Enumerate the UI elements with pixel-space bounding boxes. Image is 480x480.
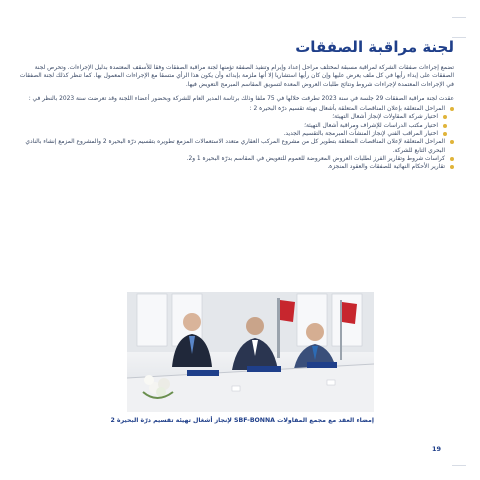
- bullet-icon: [443, 115, 447, 119]
- bullet-icon: [450, 140, 454, 144]
- meetings-paragraph: عقدت لجنة مراقبة الصفقات 29 جلسة في سنة 2023 تطرقت خلالها في 75 ملفا وذلك برئاسة المدير العام للشركة وبحضور أعضاء اللجنة وقد تعرضت سنة 2023 بالنظر في :: [28, 95, 454, 102]
- intro-paragraph: تضمع إجراءات صفقات الشركة لمراقبة مسبقة لمختلف مراحل إعداد وإبرام وتنفيذ الصفقة تؤمنها لجنة مراقبة الصفقات وفقا للأسقف المعتمدة بدليل الإجراءات. وتحرص لجنة الصفقات على إبداء رأيها في كل ملف يعرض عليها وإن كان رأيها استشاريا إلا أنها ملزمة بإبدائه وأن يكون هذا الرأي متسقا مع الإجراءات المعمول بها. كما تنظر كذلك لجنة الصفقات في الإجراءات المعتمدة لإجراءات شروط ونتائج طلبات العروض المعدة لتسويق المقاسم المبرمج التعويض فيها.: [19, 65, 454, 88]
- bullet-icon: [450, 107, 454, 111]
- bottom-right-rule: [452, 465, 466, 466]
- top-right-rule-1: [452, 17, 466, 18]
- top-right-rule-2: [452, 37, 466, 38]
- list-item: كراسات شروط وتقارير الفرز لطلبات العروض المعروضة للعموم للتعويض في المقاسم بدرّة البحيرة 1 و2.: [14, 155, 454, 163]
- photo-caption: إمضاء العقد مع مجمع المقاولات SBF-BONNA لإنجاز أشغال تهيئة تقسيم درّة البحيرة 2: [110, 417, 374, 424]
- bullet-icon: [443, 132, 447, 136]
- list-item: المراحل المتعلقة لإعلان المناقصات المتعلقة بتطوير كل من مشروع المركب العقاري متعدد الاستعمالات المزمع تطويره بتقسيم درّة البحيرة 2 والمشروع المزمع إنشاء بالنادي البحري التابع للشركة.: [14, 138, 454, 155]
- page-number: 19: [432, 445, 442, 453]
- list-item: اختيار شركة المقاولات لإنجاز أشغال التهيئة؛: [14, 113, 454, 121]
- photo-illustration: [127, 292, 374, 412]
- bullet-icon: [450, 165, 454, 169]
- topics-list: [14, 105, 454, 171]
- list-item: تقارير الأحكام النهائية للصفقات والعقود المنجزة.: [14, 163, 454, 171]
- page-title: لجنة مراقبة الصفقات: [295, 38, 454, 56]
- contract-signing-photo: [127, 292, 374, 412]
- list-item: اختيار مكتب الدراسات للإشراف ومراقبة أشغال التهيئة؛: [14, 122, 454, 130]
- bullet-icon: [450, 157, 454, 161]
- document-body: [14, 38, 454, 172]
- bullet-icon: [443, 124, 447, 128]
- list-item: اختيار المراقب الفني لإنجاز المنشآت المبرمجة بالتقسيم الجديد.: [14, 130, 454, 138]
- list-item: المراحل المتعلقة بإعلان المناقصات المتعلقة بأشغال تهيئة تقسيم درّة البحيرة 2 :: [14, 105, 454, 113]
